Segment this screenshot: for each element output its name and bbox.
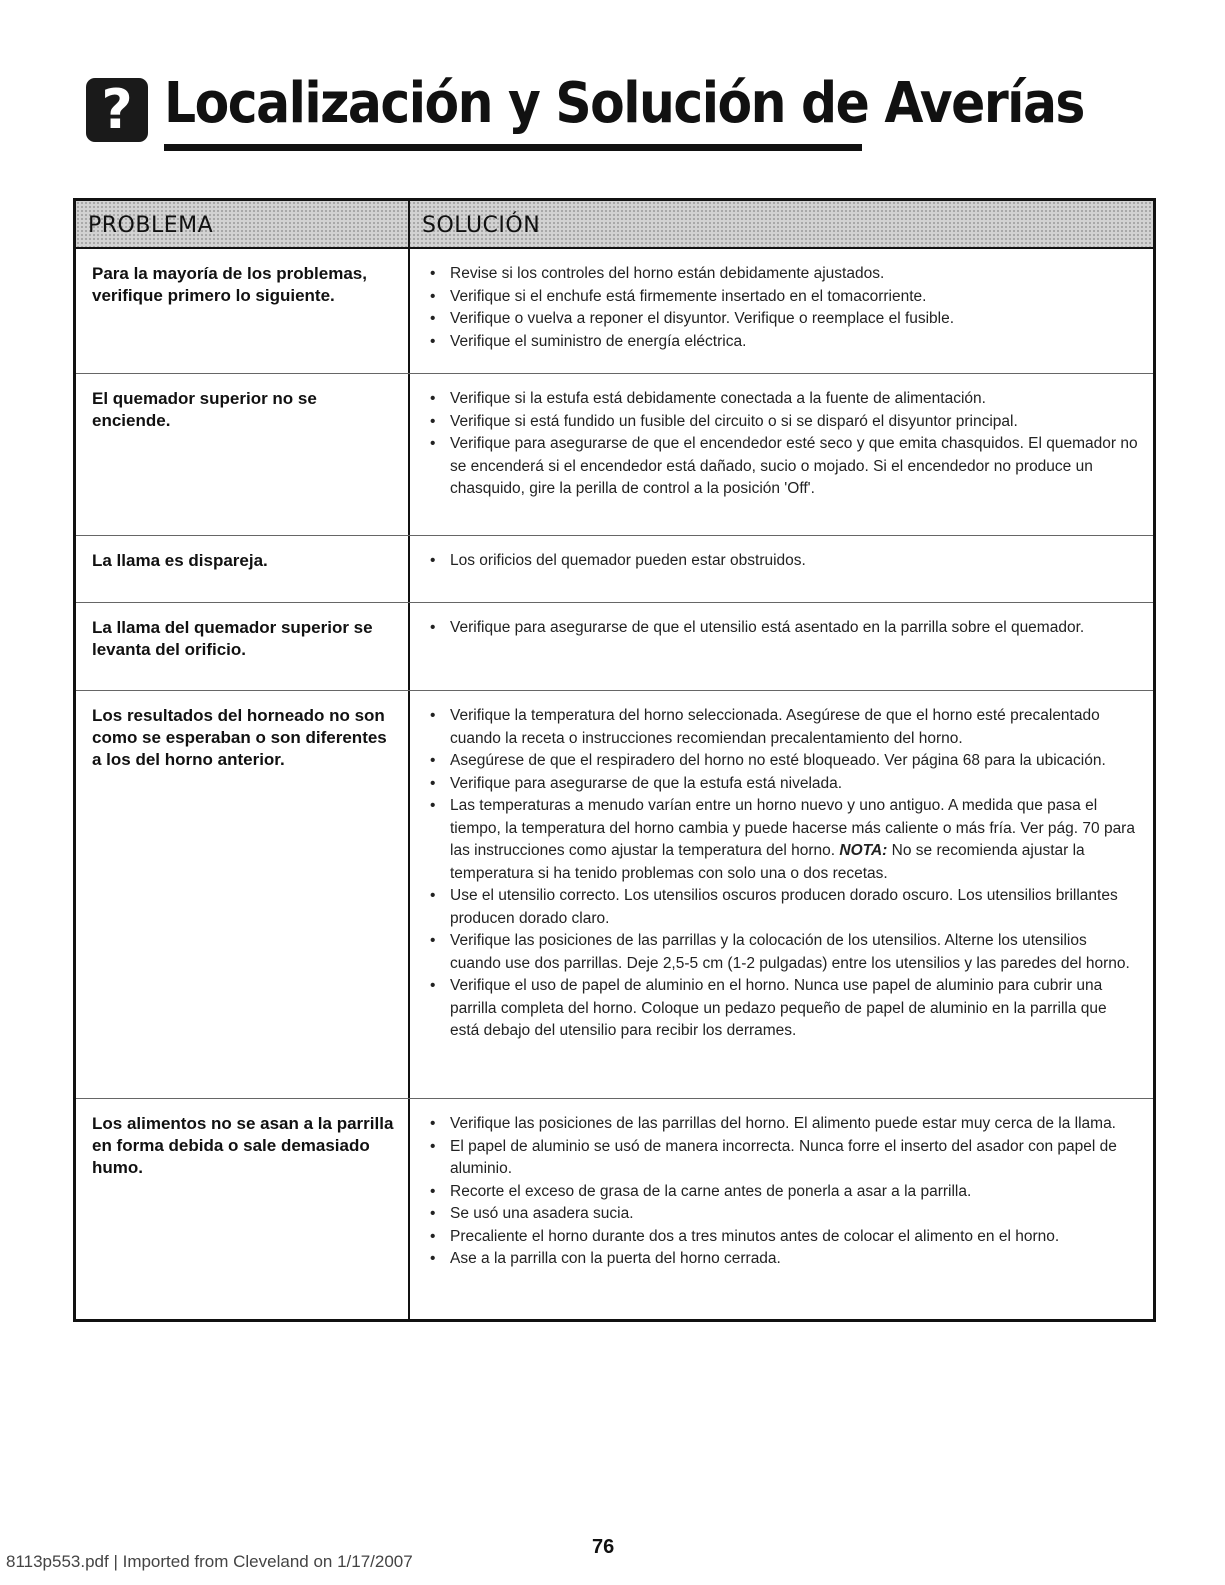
solution-item: • Revise si los controles del horno están debidamente ajustados.: [428, 263, 1139, 286]
solution-list: [428, 1113, 1139, 1271]
solution-item: • Verifique las posiciones de las parrillas del horno. El alimento puede estar muy cerca de la llama.: [428, 1113, 1139, 1136]
solution-item: • Verifique para asegurarse de que el encendedor esté seco y que emita chasquidos. El quemador no se encenderá si el encendedor está dañado, sucio o mojado. Si el encendedor no produce un chasquido, gire la perilla de control a la posición 'Off'.: [428, 433, 1139, 501]
solution-item: • Asegúrese de que el respiradero del horno no esté bloqueado. Ver página 68 para la ubicación.: [428, 750, 1139, 773]
table-row: [76, 603, 1153, 691]
solution-list: [428, 263, 1139, 353]
page-number: 76: [592, 1536, 615, 1558]
solution-list: [428, 388, 1139, 501]
table-row: [76, 1099, 1153, 1319]
solution-item: • Use el utensilio correcto. Los utensilios oscuros producen dorado oscuro. Los utensilios brillantes producen dorado claro.: [428, 885, 1139, 930]
table-row: [76, 691, 1153, 1099]
solution-item: • Verifique el uso de papel de aluminio en el horno. Nunca use papel de aluminio para cubrir una parrilla completa del horno. Coloque un pedazo pequeño de papel de aluminio en la parrilla que está debajo del utensilio para recibir los derrames.: [428, 975, 1139, 1043]
solution-list: [428, 705, 1139, 1043]
problem-cell: Para la mayoría de los problemas, verifique primero lo siguiente.: [76, 249, 410, 373]
solution-list: [428, 617, 1139, 640]
solution-item-text: Las temperaturas a menudo varían entre un horno nuevo y uno antiguo. A medida que pasa el tiempo, la temperatura del horno cambia y puede hacerse más caliente o más fría. Ver pág. 70 para las instrucciones como ajustar la temperatura del horno.: [450, 797, 1135, 859]
solution-item: • Recorte el exceso de grasa de la carne antes de ponerla a asar a la parrilla.: [428, 1181, 1139, 1204]
nota-text: No se recomienda ajustar la temperatura si ha tenido problemas con solo una o dos recetas.: [450, 842, 1085, 882]
solution-item: • Precaliente el horno durante dos a tres minutos antes de colocar el alimento en el horno.: [428, 1226, 1139, 1249]
solution-item: • Los orificios del quemador pueden estar obstruidos.: [428, 550, 1139, 573]
problem-cell: La llama del quemador superior se levanta del orificio.: [76, 603, 410, 690]
problem-cell: La llama es dispareja.: [76, 536, 410, 602]
solution-item: • Verifique las posiciones de las parrillas y la colocación de los utensilios. Alterne los utensilios cuando use dos parrillas. Deje 2,5-5 cm (1-2 pulgadas) entre los utensilios y las paredes del horno.: [428, 930, 1139, 975]
solution-cell: [410, 374, 1153, 535]
page-header: [86, 66, 1084, 156]
page-title: Localización y Solución de Averías: [164, 71, 1084, 136]
solution-cell: [410, 603, 1153, 690]
solution-item: • Verifique el suministro de energía eléctrica.: [428, 331, 1139, 354]
table-row: [76, 249, 1153, 374]
solution-item: • Verifique si está fundido un fusible del circuito o si se disparó el disyuntor principal.: [428, 411, 1139, 434]
solution-item: • Verifique si el enchufe está firmemente insertado en el tomacorriente.: [428, 286, 1139, 309]
problem-cell: Los alimentos no se asan a la parrilla en forma debida o sale demasiado humo.: [76, 1099, 410, 1319]
solution-cell: [410, 249, 1153, 373]
nota-label: NOTA:: [839, 842, 888, 859]
solution-list: [428, 550, 1139, 573]
table-row: [76, 536, 1153, 603]
solution-item: • Ase a la parrilla con la puerta del horno cerrada.: [428, 1248, 1139, 1271]
solution-cell: [410, 536, 1153, 602]
question-mark-icon: ?: [86, 78, 148, 142]
solution-item: • Verifique si la estufa está debidamente conectada a la fuente de alimentación.: [428, 388, 1139, 411]
solution-item: [428, 795, 1139, 885]
table-header: [76, 201, 1153, 249]
file-import-note: 8113p553.pdf | Imported from Cleveland on 1/17/2007: [6, 1552, 413, 1571]
solution-item: • Verifique la temperatura del horno seleccionada. Asegúrese de que el horno esté precalentado cuando la receta o instrucciones recomiendan precalentamiento del horno.: [428, 705, 1139, 750]
solution-item: • Se usó una asadera sucia.: [428, 1203, 1139, 1226]
problem-cell: El quemador superior no se enciende.: [76, 374, 410, 535]
solution-item: • El papel de aluminio se usó de manera incorrecta. Nunca forre el inserto del asador con papel de aluminio.: [428, 1136, 1139, 1181]
solution-cell: [410, 691, 1153, 1098]
column-header-solution: SOLUCIÓN: [422, 213, 541, 238]
troubleshooting-table: [73, 198, 1156, 1322]
solution-item: • Verifique o vuelva a reponer el disyuntor. Verifique o reemplace el fusible.: [428, 308, 1139, 331]
table-row: [76, 374, 1153, 536]
solution-item: • Verifique para asegurarse de que el utensilio está asentado en la parrilla sobre el quemador.: [428, 617, 1139, 640]
solution-item: • Verifique para asegurarse de que la estufa está nivelada.: [428, 773, 1139, 796]
title-underline: [164, 144, 862, 151]
problem-cell: Los resultados del horneado no son como se esperaban o son diferentes a los del horno anterior.: [76, 691, 410, 1098]
column-header-problem: PROBLEMA: [76, 201, 410, 247]
solution-cell: [410, 1099, 1153, 1319]
